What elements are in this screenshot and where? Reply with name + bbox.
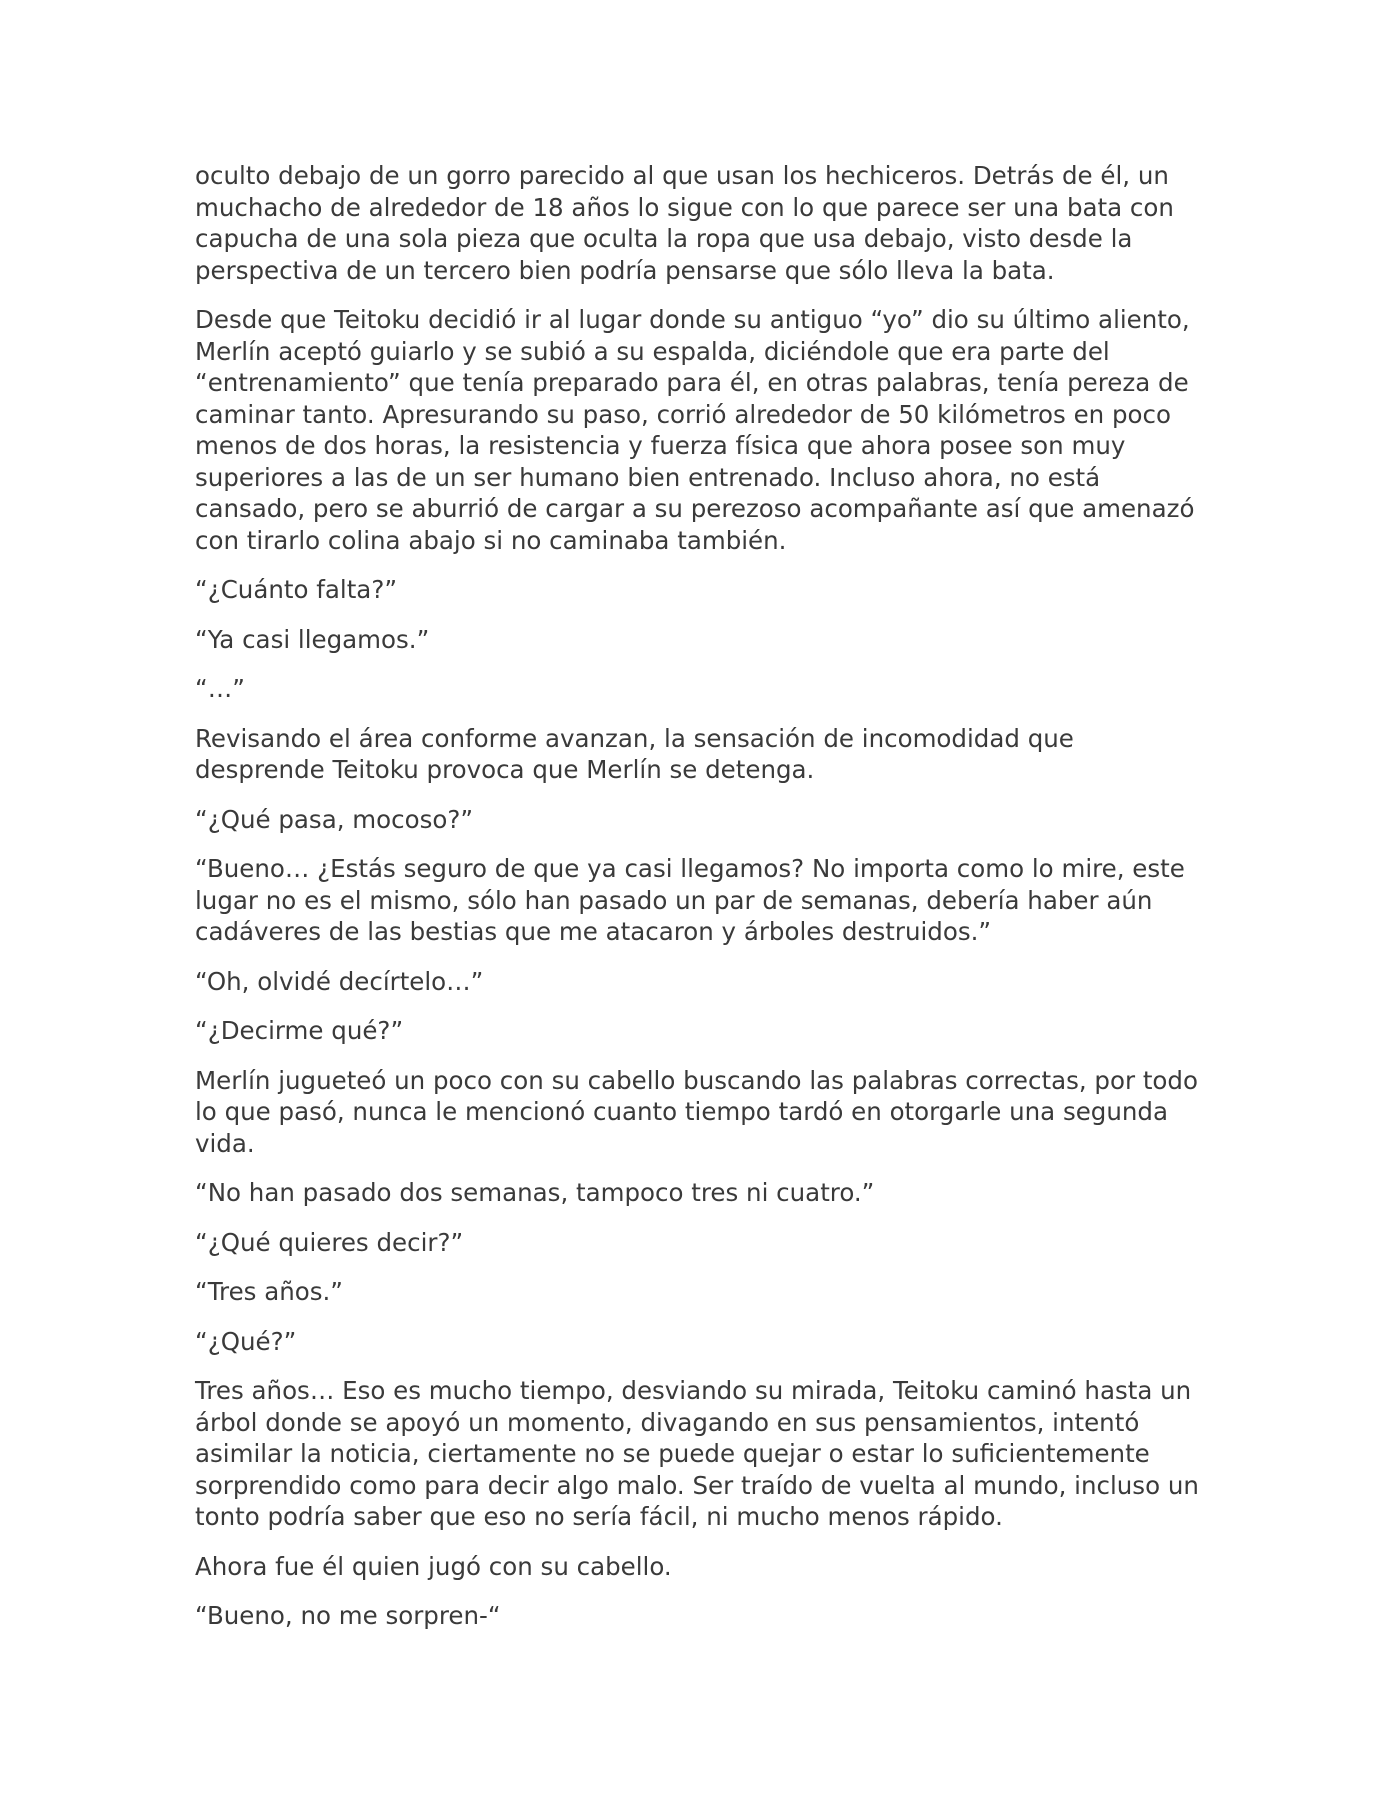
- dialogue-line-6: “Oh, olvidé decírtelo…”: [195, 966, 484, 996]
- dialogue-line-12: “Bueno, no me sorpren-“: [195, 1601, 501, 1630]
- paragraph-1: oculto debajo de un gorro parecido al que usan los hechiceros. Detrás de él, un muchacho de alrededor de 18 años lo sigue con lo que parece ser una bata con capucha de una sola pieza que oculta la ropa que usa debajo, visto desde la perspectiva de un tercero bien podría pensarse que sólo lleva la bata.: [195, 161, 1174, 285]
- dialogue-line-7: “¿Decirme qué?”: [195, 1016, 404, 1045]
- paragraph-3: Revisando el área conforme avanzan, la sensación de incomodidad que desprende Teitoku provoca que Merlín se detenga.: [195, 723, 1074, 784]
- paragraph-5: Tres años… Eso es mucho tiempo, desviando su mirada, Teitoku caminó hasta un árbol donde se apoyó un momento, divagando en sus pensamientos, intentó asimilar la noticia, ciertamente no se puede quejar o estar lo suficientemente sorprendido como para decir algo malo. Ser traído de vuelta al mundo, incluso un tonto podría saber que eso no sería fácil, ni mucho menos rápido.: [195, 1376, 1199, 1531]
- dialogue-line-3: “…”: [195, 674, 245, 703]
- dialogue-line-2: “Ya casi llegamos.”: [195, 624, 430, 654]
- dialogue-line-10: “Tres años.”: [195, 1277, 343, 1306]
- paragraph-6: Ahora fue él quien jugó con su cabello.: [195, 1551, 672, 1581]
- document-body: [195, 160, 1210, 1650]
- dialogue-line-11: “¿Qué?”: [195, 1326, 297, 1356]
- dialogue-line-8: “No han pasado dos semanas, tampoco tres ni cuatro.”: [195, 1178, 875, 1207]
- dialogue-line-4: “¿Qué pasa, mocoso?”: [195, 804, 474, 834]
- dialogue-line-5: “Bueno… ¿Estás seguro de que ya casi llegamos? No importa como lo mire, este lugar no es el mismo, sólo han pasado un par de semanas, debería haber aún cadáveres de las bestias que me atacaron y árboles destruidos.”: [195, 854, 1185, 946]
- dialogue-line-9: “¿Qué quieres decir?”: [195, 1227, 464, 1257]
- paragraph-4: Merlín jugueteó un poco con su cabello buscando las palabras correctas, por todo lo que pasó, nunca le mencionó cuanto tiempo tardó en otorgarle una segunda vida.: [195, 1065, 1198, 1158]
- paragraph-2: Desde que Teitoku decidió ir al lugar donde su antiguo “yo” dio su último aliento, Merlín aceptó guiarlo y se subió a su espalda, diciéndole que era parte del “entrenamiento” que tenía preparado para él, en otras palabras, tenía pereza de caminar tanto. Apresurando su paso, corrió alrededor de 50 kilómetros en poco menos de dos horas, la resistencia y fuerza física que ahora posee son muy superiores a las de un ser humano bien entrenado. Incluso ahora, no está cansado, pero se aburrió de cargar a su perezoso acompañante así que amenazó con tirarlo colina abajo si no caminaba también.: [195, 305, 1195, 555]
- dialogue-line-1: “¿Cuánto falta?”: [195, 575, 398, 604]
